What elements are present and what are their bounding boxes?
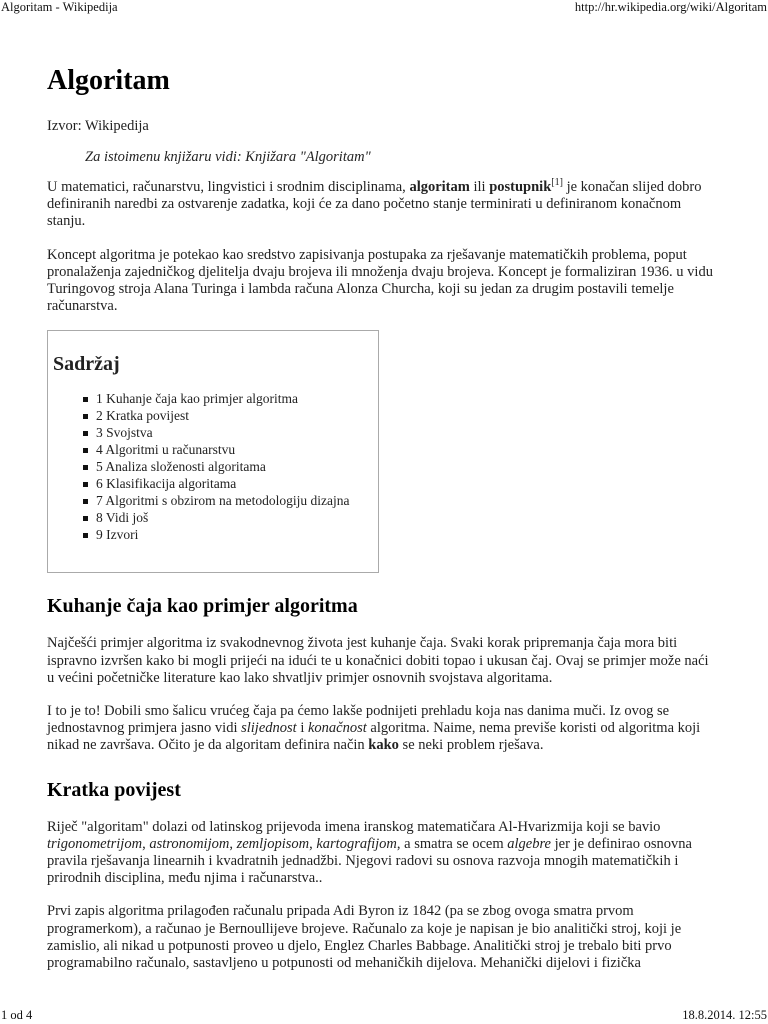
intro-term-postupnik: postupnik bbox=[489, 179, 552, 195]
link-kartografija[interactable]: kartografijom bbox=[316, 835, 397, 852]
bullet-icon bbox=[83, 465, 88, 470]
article-source: Izvor: Wikipedija bbox=[47, 118, 149, 134]
toc-item-label[interactable]: 6 Klasifikacija algoritama bbox=[96, 476, 237, 492]
section-heading-kuhanje-caja: Kuhanje čaja kao primjer algoritma bbox=[47, 595, 358, 618]
toc-item-label[interactable]: 5 Analiza složenosti algoritama bbox=[96, 459, 266, 475]
s1p2-text-3: algoritma. Naime, nema previše koristi od algoritma koji nikad ne završava. Očito je da algoritam definira način bbox=[47, 720, 701, 754]
s1p2-text-2: i bbox=[296, 720, 308, 737]
toc-item[interactable] bbox=[83, 492, 378, 509]
print-header bbox=[0, 0, 768, 15]
bullet-icon bbox=[83, 397, 88, 402]
toc-item-label[interactable]: 2 Kratka povijest bbox=[96, 408, 189, 424]
print-header-title: Algoritam - Wikipedija bbox=[1, 0, 118, 14]
toc-list bbox=[53, 390, 378, 543]
article-content bbox=[47, 60, 717, 972]
bullet-icon bbox=[83, 499, 88, 504]
bullet-icon bbox=[83, 482, 88, 487]
separator: , bbox=[309, 835, 317, 852]
link-zemljopis[interactable]: zemljopisom bbox=[236, 835, 310, 852]
print-footer bbox=[0, 1007, 768, 1023]
reference-link[interactable]: [1] bbox=[551, 177, 563, 188]
toc-item[interactable] bbox=[83, 441, 378, 458]
toc-item-label[interactable]: 4 Algoritmi u računarstvu bbox=[96, 442, 236, 458]
link-algebra[interactable]: algebre bbox=[507, 835, 551, 852]
hatnote[interactable]: Za istoimenu knjižaru vidi: Knjižara "Algoritam" bbox=[85, 149, 371, 165]
s1p2-text-4: se neki problem rješava. bbox=[398, 737, 544, 754]
toc-item[interactable] bbox=[83, 407, 378, 424]
s2p1-text-3: jer je definirao osnovna pravila rješavanja linearnih i kvadratnih jednadžbi. Njegovi radovi su osnova razvoja mnogih matematičkih i prirodnih disciplina, među njima i računarstva.. bbox=[47, 835, 692, 887]
section1-paragraph-1: Najčešći primjer algoritma iz svakodnevnog života jest kuhanje čaja. Svaki korak pripremanja čaja mora biti ispravno izvršen kako bi mogli prijeći na idući te u konačnici dobiti topao i ukusan čaj. Ovaj se primjer može naći u većini početničke literature kao lako shvatljiv primjer osnovnih svojstava algoritama. bbox=[47, 635, 709, 686]
link-astronomija[interactable]: astronomijom bbox=[149, 835, 230, 852]
print-timestamp: 18.8.2014. 12:55 bbox=[682, 1008, 767, 1022]
toc-item-label[interactable]: 9 Izvori bbox=[96, 527, 139, 543]
toc-item[interactable] bbox=[83, 475, 378, 492]
toc-item[interactable] bbox=[83, 509, 378, 526]
page-number: 1 od 4 bbox=[1, 1008, 33, 1022]
bullet-icon bbox=[83, 533, 88, 538]
section2-paragraph-2: Prvi zapis algoritma prilagođen računalu pripada Adi Byron iz 1842 (pa se zbog ovoga smatra prvom programerkom), a računao je Bernoullijeve brojeve. Računalo za koje je napisan je bio analitički stroj, koji je zamislio, ali nikad u potpunosti proveo u djelo, Englez Charles Babbage. Analitički stroj je trebalo biti prvo programabilno računalo, sastavljeno u potpunosti od mehaničkih dijelova. Mehanički dijelovi i fizička bbox=[47, 903, 682, 972]
section-heading-kratka-povijest: Kratka povijest bbox=[47, 778, 181, 801]
separator: , bbox=[142, 835, 150, 852]
intro-text-1: U matematici, računarstvu, lingvistici i srodnim disciplinama, bbox=[47, 179, 410, 195]
print-header-url[interactable]: http://hr.wikipedia.org/wiki/Algoritam bbox=[574, 0, 767, 14]
bullet-icon bbox=[83, 431, 88, 436]
s1p2-text-1: I to je to! Dobili smo šalicu vrućeg čaja pa ćemo lakše podnijeti prehladu koja nas danima muči. Iz ovog se jednostavnog primjera jasno vidi bbox=[47, 703, 670, 737]
term-kako: kako bbox=[368, 737, 399, 754]
toc-item-label[interactable]: 3 Svojstva bbox=[96, 425, 153, 441]
s2p1-text-1: Riječ "algoritam" dolazi od latinskog prijevoda imena iranskog matematičara Al-Hvarizmija koji se bavio bbox=[47, 818, 661, 835]
intro-term-algoritam: algoritam bbox=[409, 179, 470, 195]
toc-item[interactable] bbox=[83, 458, 378, 475]
toc-title: Sadržaj bbox=[53, 353, 120, 376]
toc-item[interactable] bbox=[83, 390, 378, 407]
toc-item[interactable] bbox=[83, 424, 378, 441]
s2p1-text-2: , a smatra se ocem bbox=[396, 835, 508, 852]
term-slijednost: slijednost bbox=[241, 720, 297, 737]
toc-item[interactable] bbox=[83, 526, 378, 543]
toc-item-label[interactable]: 1 Kuhanje čaja kao primjer algoritma bbox=[96, 391, 299, 407]
concept-paragraph: Koncept algoritma je potekao kao sredstvo zapisivanja postupaka za rješavanje matematičkih problema, poput pronalaženja zajedničkog djelitelja dvaju brojeva ili množenja dvaju brojeva. Koncept je formaliziran 1936. u vidu Turingovog stroja Alana Turinga i lambda računa Alonza Churcha, koji su jedan za drugim postavili temelje računarstva. bbox=[47, 246, 713, 315]
page-title: Algoritam bbox=[47, 65, 170, 96]
intro-text-2: ili bbox=[469, 179, 490, 195]
toc-item-label[interactable]: 8 Vidi još bbox=[96, 510, 149, 526]
table-of-contents bbox=[47, 330, 379, 573]
intro-paragraph bbox=[47, 179, 717, 231]
section1-paragraph-2 bbox=[47, 703, 717, 755]
bullet-icon bbox=[83, 516, 88, 521]
separator: , bbox=[229, 835, 237, 852]
link-trigonometrija[interactable]: trigonometrijom bbox=[47, 835, 143, 852]
intro-text-3: je konačan slijed dobro definiranih naredbi za ostvarenje zadatka, koji će za dano početno stanje terminirati u definiranom konačnom stanju. bbox=[47, 179, 702, 230]
bullet-icon bbox=[83, 448, 88, 453]
toc-item-label[interactable]: 7 Algoritmi s obzirom na metodologiju dizajna bbox=[96, 493, 350, 509]
section2-paragraph-1 bbox=[47, 819, 717, 888]
term-konacnost: konačnost bbox=[307, 720, 367, 737]
bullet-icon bbox=[83, 414, 88, 419]
